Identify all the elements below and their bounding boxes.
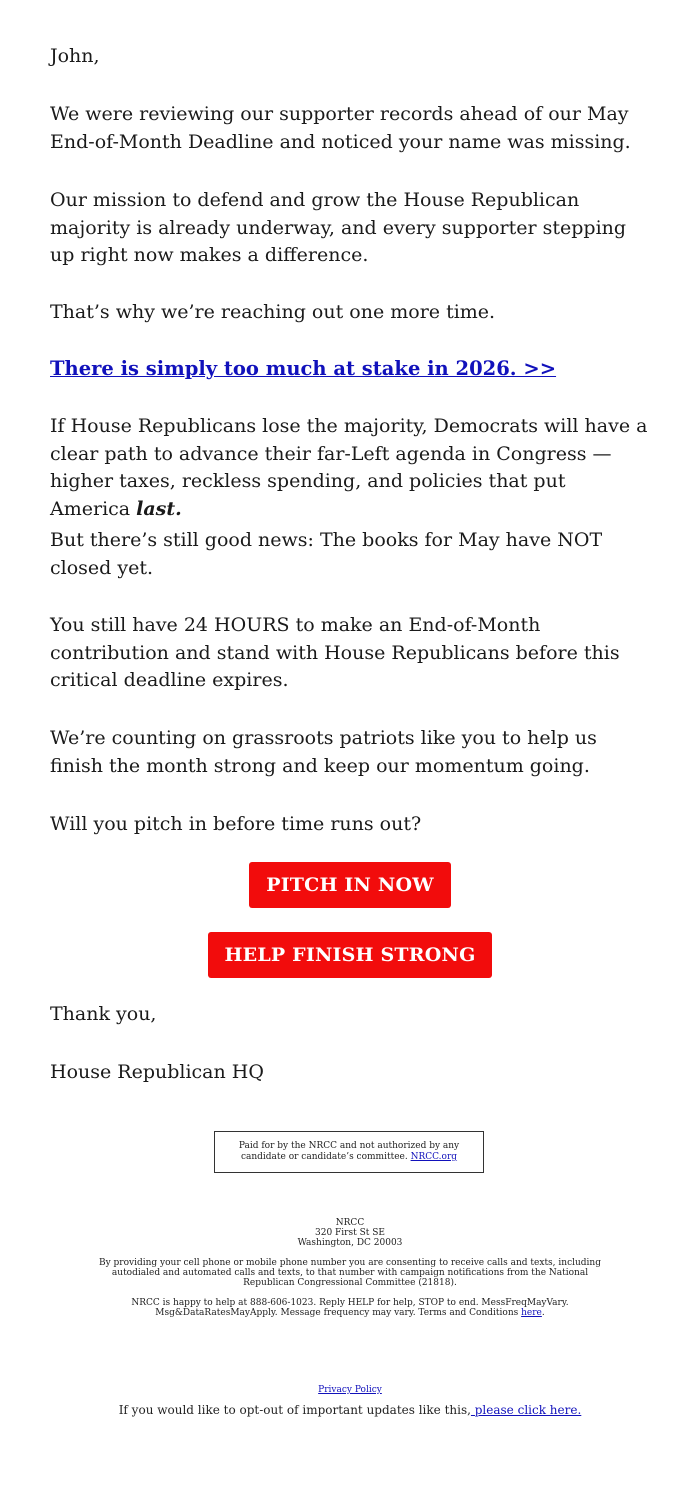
help-suffix: . (541, 1308, 545, 1318)
privacy-policy-row (95, 1385, 605, 1395)
paragraph-stakes (50, 413, 650, 523)
paragraph-reaching-out: That’s why we’re reaching out one more time. (50, 301, 496, 323)
paragraph-mission: Our mission to defend and grow the House Republican majority is already underway, and every supporter stepping up right now makes a difference. (50, 189, 627, 266)
opt-out-text: If you would like to opt-out of important updates like this, (118, 1403, 471, 1417)
paragraph-ask: Will you pitch in before time runs out? (50, 813, 422, 835)
help-text: NRCC is happy to help at 888-606-1023. Reply HELP for help, STOP to end. MessFreqMayVary. Msg&DataRatesMayApply. Message frequency may vary. Terms and Conditions (131, 1298, 569, 1318)
stakes-link[interactable]: There is simply too much at stake in 2026. >> (50, 357, 557, 380)
footer-org-name: NRCC (335, 1218, 365, 1228)
nrcc-org-link[interactable]: NRCC.org (410, 1152, 458, 1162)
paid-for-disclaimer (214, 1131, 484, 1173)
paragraph-grassroots: We’re counting on grassroots patriots like you to help us finish the month strong and keep our momentum going. (50, 727, 597, 777)
opt-out-row (0, 1403, 700, 1418)
footer-consent-text: By providing your cell phone or mobile phone number you are consenting to receive calls and texts, including autodialed and automated calls and texts, to that number with campaign notifications from the National Republican Congressional Committee (21818). (98, 1258, 601, 1288)
paragraph-records: We were reviewing our supporter records ahead of our May End-of-Month Deadline and noticed your name was missing. (50, 103, 631, 153)
signoff: Thank you, (50, 1003, 157, 1025)
opt-out-link[interactable]: please click here. (470, 1403, 582, 1417)
help-finish-strong-button[interactable]: HELP FINISH STRONG (208, 932, 492, 978)
greeting: John, (50, 45, 100, 67)
footer-address-line1: 320 First St SE (315, 1228, 385, 1238)
paragraph-good-news: But there’s still good news: The books for May have NOT closed yet. (50, 529, 603, 579)
privacy-policy-link[interactable]: Privacy Policy (318, 1385, 382, 1395)
stakes-text: If House Republicans lose the majority, Democrats will have a clear path to advance their far-Left agenda in Congress — higher taxes, reckless spending, and policies that put America (50, 415, 648, 520)
signature: House Republican HQ (50, 1061, 264, 1083)
paragraph-24-hours: You still have 24 HOURS to make an End-of-Month contribution and stand with House Republicans before this critical deadline expires. (50, 614, 620, 691)
terms-here-link[interactable]: here (521, 1308, 542, 1318)
footer-help-text (95, 1298, 605, 1318)
footer-address-line2: Washington, DC 20003 (297, 1238, 403, 1248)
pitch-in-now-button[interactable]: PITCH IN NOW (249, 862, 451, 908)
disclaimer-content (227, 1141, 471, 1163)
disclaimer-text: Paid for by the NRCC and not authorized by any candidate or candidate’s committee. (238, 1141, 460, 1162)
stakes-emphasis: last. (136, 497, 182, 520)
